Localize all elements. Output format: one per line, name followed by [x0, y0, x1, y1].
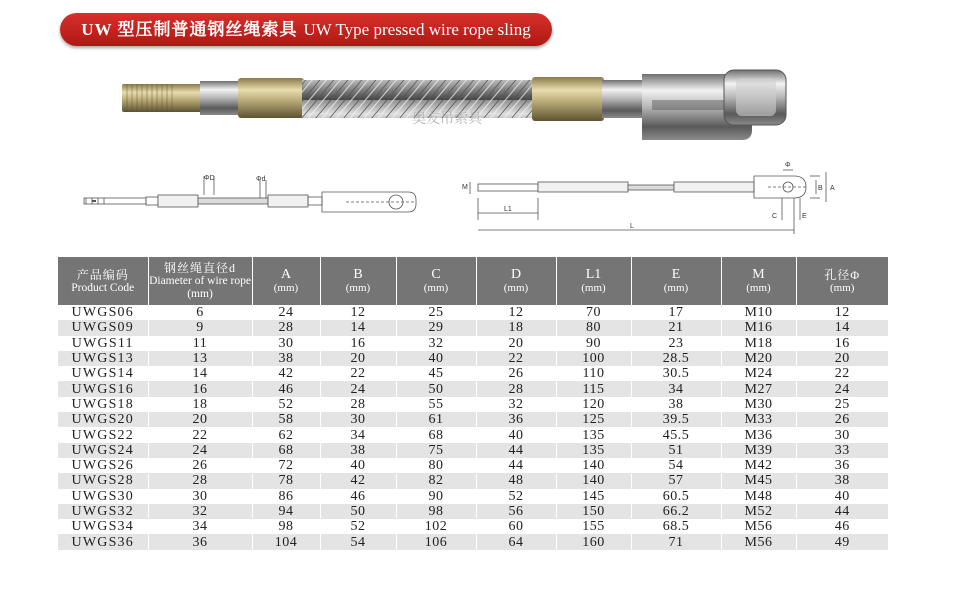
cell-product-code: UWGS18: [58, 397, 148, 412]
cell-a: 46: [252, 381, 320, 396]
cell-wire-diameter: 24: [148, 443, 252, 458]
table-row: [58, 458, 888, 473]
cell-wire-diameter: 26: [148, 458, 252, 473]
cell-product-code: UWGS30: [58, 489, 148, 504]
cell-e: 66.2: [631, 504, 721, 519]
cell-c: 40: [396, 351, 476, 366]
cell-c: 55: [396, 397, 476, 412]
table-row: [58, 443, 888, 458]
cell-e: 30.5: [631, 366, 721, 381]
cell-product-code: UWGS11: [58, 336, 148, 351]
label-L: L: [630, 223, 634, 230]
spec-table: [58, 257, 888, 550]
header-a: A (mm): [252, 257, 320, 305]
cell-b: 22: [320, 366, 396, 381]
cell-hole-diameter: 26: [796, 412, 888, 427]
label-E: E: [802, 213, 807, 220]
watermark-text: 奥友吊索具: [412, 111, 482, 127]
cell-e: 57: [631, 473, 721, 488]
label-A: A: [830, 185, 835, 192]
cell-c: 75: [396, 443, 476, 458]
table-row: [58, 320, 888, 335]
cell-a: 72: [252, 458, 320, 473]
cell-a: 98: [252, 519, 320, 534]
cell-d: 60: [476, 519, 556, 534]
cell-m: M33: [721, 412, 796, 427]
cell-e: 23: [631, 336, 721, 351]
cell-product-code: UWGS36: [58, 534, 148, 549]
cell-wire-diameter: 6: [148, 305, 252, 320]
cell-a: 68: [252, 443, 320, 458]
cell-c: 106: [396, 534, 476, 549]
cell-b: 38: [320, 443, 396, 458]
cell-d: 20: [476, 336, 556, 351]
table-row: [58, 366, 888, 381]
table-row: [58, 336, 888, 351]
cell-a: 78: [252, 473, 320, 488]
cell-b: 42: [320, 473, 396, 488]
cell-d: 52: [476, 489, 556, 504]
label-phi-d: Φd: [256, 176, 266, 183]
cell-c: 102: [396, 519, 476, 534]
table-row: [58, 381, 888, 396]
cell-c: 90: [396, 489, 476, 504]
cell-e: 71: [631, 534, 721, 549]
cell-m: M52: [721, 504, 796, 519]
cell-b: 16: [320, 336, 396, 351]
cell-e: 17: [631, 305, 721, 320]
cell-d: 12: [476, 305, 556, 320]
cell-b: 50: [320, 504, 396, 519]
cell-wire-diameter: 32: [148, 504, 252, 519]
cell-m: M45: [721, 473, 796, 488]
cell-e: 21: [631, 320, 721, 335]
cell-e: 45.5: [631, 427, 721, 442]
cell-l1: 115: [556, 381, 631, 396]
cell-m: M20: [721, 351, 796, 366]
cell-hole-diameter: 40: [796, 489, 888, 504]
cell-a: 24: [252, 305, 320, 320]
table-row: [58, 504, 888, 519]
cell-d: 18: [476, 320, 556, 335]
cell-a: 30: [252, 336, 320, 351]
cell-d: 64: [476, 534, 556, 549]
cell-wire-diameter: 30: [148, 489, 252, 504]
cell-a: 28: [252, 320, 320, 335]
header-b: B (mm): [320, 257, 396, 305]
header-wire-diameter: 钢丝绳直径d Diameter of wire rope (mm): [148, 257, 252, 305]
cell-b: 20: [320, 351, 396, 366]
cell-wire-diameter: 16: [148, 381, 252, 396]
cell-b: 40: [320, 458, 396, 473]
cell-a: 52: [252, 397, 320, 412]
cell-m: M56: [721, 534, 796, 549]
table-row: [58, 397, 888, 412]
table-row: [58, 427, 888, 442]
cell-b: 46: [320, 489, 396, 504]
drawing-left: [78, 168, 430, 220]
label-M: M: [462, 184, 468, 191]
cell-hole-diameter: 14: [796, 320, 888, 335]
cell-hole-diameter: 30: [796, 427, 888, 442]
cell-wire-diameter: 11: [148, 336, 252, 351]
header-l1: L1 (mm): [556, 257, 631, 305]
cell-a: 94: [252, 504, 320, 519]
cell-c: 68: [396, 427, 476, 442]
cell-product-code: UWGS06: [58, 305, 148, 320]
product-photo: [112, 60, 802, 160]
cell-hole-diameter: 38: [796, 473, 888, 488]
cell-wire-diameter: 36: [148, 534, 252, 549]
cell-e: 34: [631, 381, 721, 396]
cell-d: 36: [476, 412, 556, 427]
header-c: C (mm): [396, 257, 476, 305]
cell-product-code: UWGS20: [58, 412, 148, 427]
cell-wire-diameter: 34: [148, 519, 252, 534]
header-d: D (mm): [476, 257, 556, 305]
cell-l1: 150: [556, 504, 631, 519]
cell-d: 44: [476, 443, 556, 458]
cell-wire-diameter: 18: [148, 397, 252, 412]
table-row: [58, 519, 888, 534]
cell-m: M39: [721, 443, 796, 458]
title-cn: UW 型压制普通钢丝绳索具: [81, 20, 298, 39]
cell-l1: 70: [556, 305, 631, 320]
cell-product-code: UWGS32: [58, 504, 148, 519]
label-phi: Φ: [785, 162, 791, 169]
label-phi-D: ΦD: [204, 175, 215, 182]
cell-c: 82: [396, 473, 476, 488]
cell-c: 80: [396, 458, 476, 473]
cell-l1: 135: [556, 427, 631, 442]
cell-l1: 80: [556, 320, 631, 335]
cell-c: 25: [396, 305, 476, 320]
cell-hole-diameter: 12: [796, 305, 888, 320]
cell-c: 61: [396, 412, 476, 427]
cell-c: 29: [396, 320, 476, 335]
cell-b: 12: [320, 305, 396, 320]
cell-d: 22: [476, 351, 556, 366]
cell-b: 54: [320, 534, 396, 549]
cell-d: 48: [476, 473, 556, 488]
cell-wire-diameter: 28: [148, 473, 252, 488]
cell-product-code: UWGS26: [58, 458, 148, 473]
cell-hole-diameter: 16: [796, 336, 888, 351]
label-L1: L1: [504, 206, 512, 213]
cell-a: 38: [252, 351, 320, 366]
cell-e: 54: [631, 458, 721, 473]
cell-hole-diameter: 46: [796, 519, 888, 534]
cell-wire-diameter: 20: [148, 412, 252, 427]
label-B: B: [818, 185, 823, 192]
cell-a: 58: [252, 412, 320, 427]
cell-e: 39.5: [631, 412, 721, 427]
cell-e: 68.5: [631, 519, 721, 534]
cell-b: 30: [320, 412, 396, 427]
cell-m: M10: [721, 305, 796, 320]
cell-m: M24: [721, 366, 796, 381]
cell-c: 98: [396, 504, 476, 519]
cell-c: 50: [396, 381, 476, 396]
table-row: [58, 534, 888, 549]
cell-hole-diameter: 20: [796, 351, 888, 366]
header-hole-diameter: 孔径Φ (mm): [796, 257, 888, 305]
cell-wire-diameter: 13: [148, 351, 252, 366]
cell-hole-diameter: 24: [796, 381, 888, 396]
cell-l1: 145: [556, 489, 631, 504]
cell-b: 34: [320, 427, 396, 442]
cell-product-code: UWGS16: [58, 381, 148, 396]
cell-m: M42: [721, 458, 796, 473]
cell-m: M30: [721, 397, 796, 412]
cell-m: M36: [721, 427, 796, 442]
table-header-row: [58, 257, 888, 305]
cell-l1: 155: [556, 519, 631, 534]
cell-hole-diameter: 33: [796, 443, 888, 458]
cell-hole-diameter: 49: [796, 534, 888, 549]
cell-wire-diameter: 14: [148, 366, 252, 381]
cell-l1: 140: [556, 458, 631, 473]
header-m: M (mm): [721, 257, 796, 305]
cell-m: M56: [721, 519, 796, 534]
cell-d: 28: [476, 381, 556, 396]
cell-l1: 125: [556, 412, 631, 427]
cell-d: 40: [476, 427, 556, 442]
cell-e: 51: [631, 443, 721, 458]
cell-hole-diameter: 25: [796, 397, 888, 412]
cell-wire-diameter: 9: [148, 320, 252, 335]
cell-l1: 100: [556, 351, 631, 366]
header-product-code: 产品编码 Product Code: [58, 257, 148, 305]
cell-product-code: UWGS28: [58, 473, 148, 488]
cell-d: 26: [476, 366, 556, 381]
table-row: [58, 351, 888, 366]
cell-hole-diameter: 36: [796, 458, 888, 473]
cell-c: 45: [396, 366, 476, 381]
cell-l1: 120: [556, 397, 631, 412]
cell-a: 42: [252, 366, 320, 381]
table-row: [58, 412, 888, 427]
cell-product-code: UWGS24: [58, 443, 148, 458]
cell-m: M48: [721, 489, 796, 504]
cell-product-code: UWGS34: [58, 519, 148, 534]
cell-m: M16: [721, 320, 796, 335]
label-C: C: [772, 213, 778, 220]
cell-a: 104: [252, 534, 320, 549]
cell-product-code: UWGS22: [58, 427, 148, 442]
cell-d: 44: [476, 458, 556, 473]
cell-l1: 135: [556, 443, 631, 458]
cell-a: 62: [252, 427, 320, 442]
cell-l1: 110: [556, 366, 631, 381]
cell-product-code: UWGS09: [58, 320, 148, 335]
cell-b: 52: [320, 519, 396, 534]
cell-d: 32: [476, 397, 556, 412]
cell-product-code: UWGS13: [58, 351, 148, 366]
cell-product-code: UWGS14: [58, 366, 148, 381]
drawing-right: [458, 158, 848, 238]
cell-b: 28: [320, 397, 396, 412]
cell-wire-diameter: 22: [148, 427, 252, 442]
cell-e: 60.5: [631, 489, 721, 504]
cell-l1: 160: [556, 534, 631, 549]
table-row: [58, 305, 888, 320]
cell-b: 24: [320, 381, 396, 396]
cell-c: 32: [396, 336, 476, 351]
cell-hole-diameter: 22: [796, 366, 888, 381]
cell-hole-diameter: 44: [796, 504, 888, 519]
cell-b: 14: [320, 320, 396, 335]
cell-l1: 140: [556, 473, 631, 488]
header-e: E (mm): [631, 257, 721, 305]
table-row: [58, 473, 888, 488]
cell-l1: 90: [556, 336, 631, 351]
cell-d: 56: [476, 504, 556, 519]
cell-e: 38: [631, 397, 721, 412]
table-body: [58, 305, 888, 550]
table-row: [58, 489, 888, 504]
cell-e: 28.5: [631, 351, 721, 366]
title-en: UW Type pressed wire rope sling: [303, 20, 531, 39]
cell-a: 86: [252, 489, 320, 504]
title-banner: [60, 13, 552, 46]
cell-m: M27: [721, 381, 796, 396]
cell-m: M18: [721, 336, 796, 351]
